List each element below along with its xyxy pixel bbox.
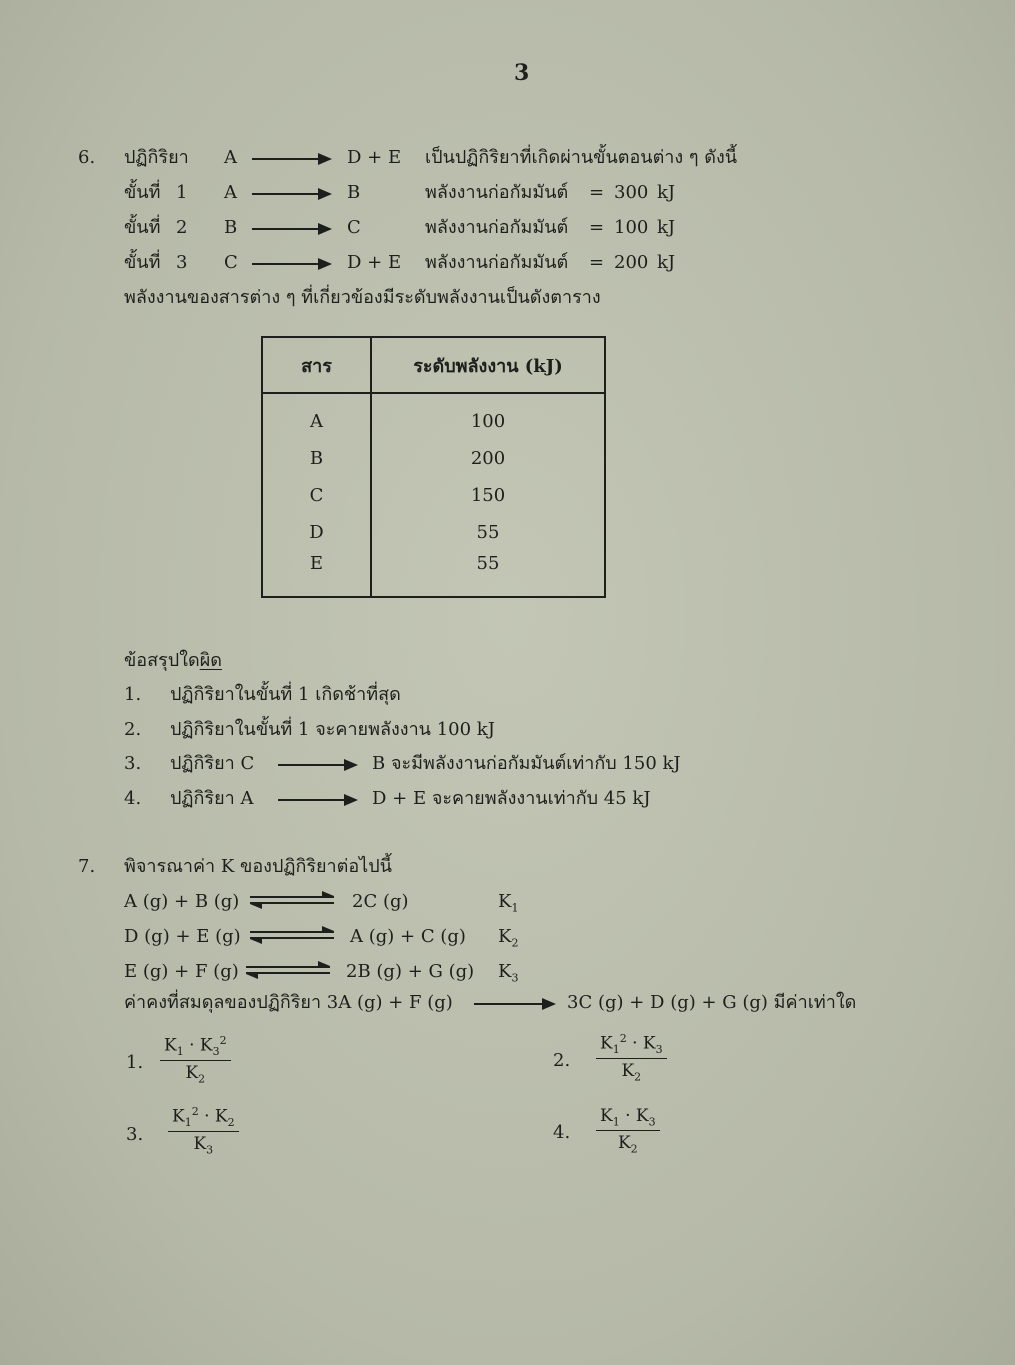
q7-text: พิจารณาค่า K ของปฏิกิริยาต่อไปนี้: [124, 856, 392, 877]
step-equals: =: [589, 217, 605, 238]
option-text: ปฏิกิริยาในขั้นที่ 1 เกิดช้าที่สุด: [170, 684, 401, 705]
option-number: 2.: [553, 1050, 571, 1071]
reaction-left: D (g) + E (g): [124, 926, 241, 947]
reaction-arrow: [278, 799, 356, 801]
table-row: [262, 477, 605, 514]
step-energy-label: พลังงานก่อกัมมันต์: [425, 252, 569, 273]
table-intro: พลังงานของสารต่าง ๆ ที่เกี่ยวข้องมีระดับพลังงานเป็นดังตาราง: [124, 287, 601, 308]
table-cell: A: [262, 393, 371, 440]
table-cell: D: [262, 514, 371, 551]
step-to: D + E: [347, 252, 402, 273]
table-cell: C: [262, 477, 371, 514]
q6-product: D + E: [347, 147, 402, 168]
fraction-option-3: $\frac{K_1^2 \cdot K_2}{K_3}$: [168, 1105, 239, 1156]
step-energy-label: พลังงานก่อกัมมันต์: [425, 217, 569, 238]
table-header: ระดับพลังงาน (kJ): [371, 337, 605, 393]
k-constant: $K_1$: [498, 891, 519, 915]
table-row: [262, 440, 605, 477]
option-number: 3.: [124, 753, 142, 774]
question-emphasis: ผิด: [199, 650, 222, 671]
table-cell: B: [262, 440, 371, 477]
q6-number: 6.: [78, 147, 96, 168]
reaction-arrow: [474, 1003, 554, 1005]
step-unit: kJ: [657, 182, 676, 203]
step-to: B: [347, 182, 361, 203]
page-number: 3: [514, 60, 530, 86]
option-text-pre: ปฏิกิริยา A: [170, 788, 254, 809]
step-label: ขั้นที่: [124, 217, 161, 238]
step-from: A: [224, 182, 237, 203]
reaction-right: A (g) + C (g): [350, 926, 466, 947]
reaction-arrow: [252, 263, 330, 265]
q6-question: [124, 650, 222, 672]
q6-label: ปฏิกิริยา: [124, 147, 189, 168]
table-header: สาร: [262, 337, 371, 393]
reaction-right: 2C (g): [352, 891, 409, 912]
step-number: 3: [176, 252, 188, 273]
step-value: 100: [614, 217, 649, 238]
option-text: ปฏิกิริยาในขั้นที่ 1 จะคายพลังงาน 100 kJ: [170, 719, 495, 740]
equilibrium-arrow: [250, 931, 334, 941]
option-number: 4.: [553, 1122, 571, 1143]
reaction-arrow: [252, 158, 330, 160]
step-number: 2: [176, 217, 188, 238]
k-constant: $K_2$: [498, 926, 519, 950]
table-cell: 55: [371, 551, 605, 597]
reaction-arrow: [252, 193, 330, 195]
fraction-option-2: $\frac{K_1^2 \cdot K_3}{K_2}$: [596, 1032, 667, 1083]
option-number: 1.: [126, 1052, 144, 1073]
table-cell: 55: [371, 514, 605, 551]
table-row: [262, 551, 605, 597]
q6-description: เป็นปฏิกิริยาที่เกิดผ่านขั้นตอนต่าง ๆ ดังนี้: [425, 147, 738, 168]
step-label: ขั้นที่: [124, 182, 161, 203]
energy-level-table: [261, 336, 606, 598]
step-from: C: [224, 252, 238, 273]
step-to: C: [347, 217, 361, 238]
q6-reactant: A: [224, 147, 237, 168]
table-cell: 100: [371, 393, 605, 440]
table-cell: E: [262, 551, 371, 597]
q7-number: 7.: [78, 856, 96, 877]
option-number: 1.: [124, 684, 142, 705]
reaction-left: E (g) + F (g): [124, 961, 239, 982]
option-text-post: D + E จะคายพลังงานเท่ากับ 45 kJ: [372, 788, 651, 809]
step-value: 300: [614, 182, 649, 203]
table-header-row: [262, 337, 605, 393]
option-number: 3.: [126, 1124, 144, 1145]
option-number: 2.: [124, 719, 142, 740]
question-prefix: ข้อสรุปใด: [124, 650, 200, 671]
k-constant: $K_3$: [498, 961, 519, 985]
step-from: B: [224, 217, 238, 238]
fraction-option-4: $\frac{K_1 \cdot K_3}{K_2}$: [596, 1106, 660, 1156]
step-number: 1: [176, 182, 188, 203]
fraction-option-1: $\frac{K_1 \cdot K_3^2}{K_2}$: [160, 1034, 231, 1085]
table-cell: 200: [371, 440, 605, 477]
table-row: [262, 393, 605, 440]
table-cell: 150: [371, 477, 605, 514]
step-unit: kJ: [657, 217, 676, 238]
step-label: ขั้นที่: [124, 252, 161, 273]
reaction-arrow: [252, 228, 330, 230]
q7-ask-post: 3C (g) + D (g) + G (g) มีค่าเท่าใด: [567, 992, 857, 1013]
option-number: 4.: [124, 788, 142, 809]
step-unit: kJ: [657, 252, 676, 273]
step-energy-label: พลังงานก่อกัมมันต์: [425, 182, 569, 203]
reaction-left: A (g) + B (g): [124, 891, 240, 912]
equilibrium-arrow: [246, 966, 330, 976]
option-text-post: B จะมีพลังงานก่อกัมมันต์เท่ากับ 150 kJ: [372, 753, 681, 774]
step-equals: =: [589, 182, 605, 203]
equilibrium-arrow: [250, 896, 334, 906]
option-text-pre: ปฏิกิริยา C: [170, 753, 255, 774]
step-equals: =: [589, 252, 605, 273]
step-value: 200: [614, 252, 649, 273]
reaction-arrow: [278, 764, 356, 766]
q7-ask-pre: ค่าคงที่สมดุลของปฏิกิริยา 3A (g) + F (g): [124, 992, 453, 1013]
table-row: [262, 514, 605, 551]
reaction-right: 2B (g) + G (g): [346, 961, 475, 982]
